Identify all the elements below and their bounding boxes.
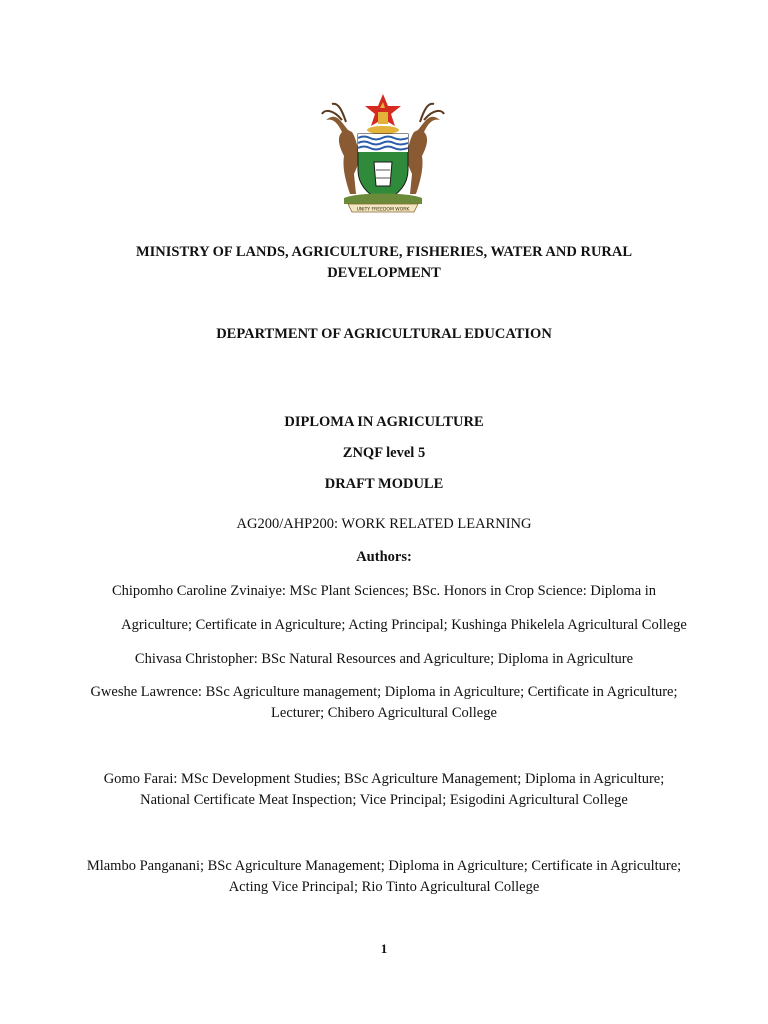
ministry-title-line2: DEVELOPMENT bbox=[327, 265, 441, 281]
department-title: DEPARTMENT OF AGRICULTURAL EDUCATION bbox=[216, 326, 552, 342]
module-code: AG200/AHP200: WORK RELATED LEARNING bbox=[236, 516, 532, 532]
ministry-title-line1: MINISTRY OF LANDS, AGRICULTURE, FISHERIES, WATER AND RURAL bbox=[135, 244, 633, 260]
author-5-line1: Mlambo Panganani; BSc Agriculture Management; Diploma in Agriculture; Certificate in Agriculture; bbox=[86, 858, 682, 874]
author-5-line2: Acting Vice Principal; Rio Tinto Agricultural College bbox=[228, 879, 540, 895]
qualification-level: ZNQF level 5 bbox=[342, 445, 426, 461]
draft-label: DRAFT MODULE bbox=[324, 476, 444, 492]
coat-of-arms-logo bbox=[318, 90, 448, 218]
authors-heading: Authors: bbox=[356, 549, 412, 565]
author-4-line2: National Certificate Meat Inspection; Vice Principal; Esigodini Agricultural College bbox=[140, 792, 628, 808]
author-1-line2: Agriculture; Certificate in Agriculture; Acting Principal; Kushinga Phikelela Agricultural College bbox=[121, 617, 687, 633]
author-1-line1: Chipomho Caroline Zvinaiye: MSc Plant Sciences; BSc. Honors in Crop Science: Diploma in bbox=[111, 583, 657, 599]
motto-text: UNITY FREEDOM WORK bbox=[356, 207, 410, 213]
author-3-line1: Gweshe Lawrence: BSc Agriculture management; Diploma in Agriculture; Certificate in Agriculture; bbox=[90, 684, 678, 700]
author-3-line2: Lecturer; Chibero Agricultural College bbox=[271, 705, 497, 721]
author-2-line1: Chivasa Christopher: BSc Natural Resources and Agriculture; Diploma in Agriculture bbox=[134, 651, 634, 667]
page-number: 1 bbox=[380, 941, 388, 956]
author-4-line1: Gomo Farai: MSc Development Studies; BSc Agriculture Management; Diploma in Agriculture; bbox=[103, 771, 665, 787]
programme-title: DIPLOMA IN AGRICULTURE bbox=[284, 414, 484, 430]
